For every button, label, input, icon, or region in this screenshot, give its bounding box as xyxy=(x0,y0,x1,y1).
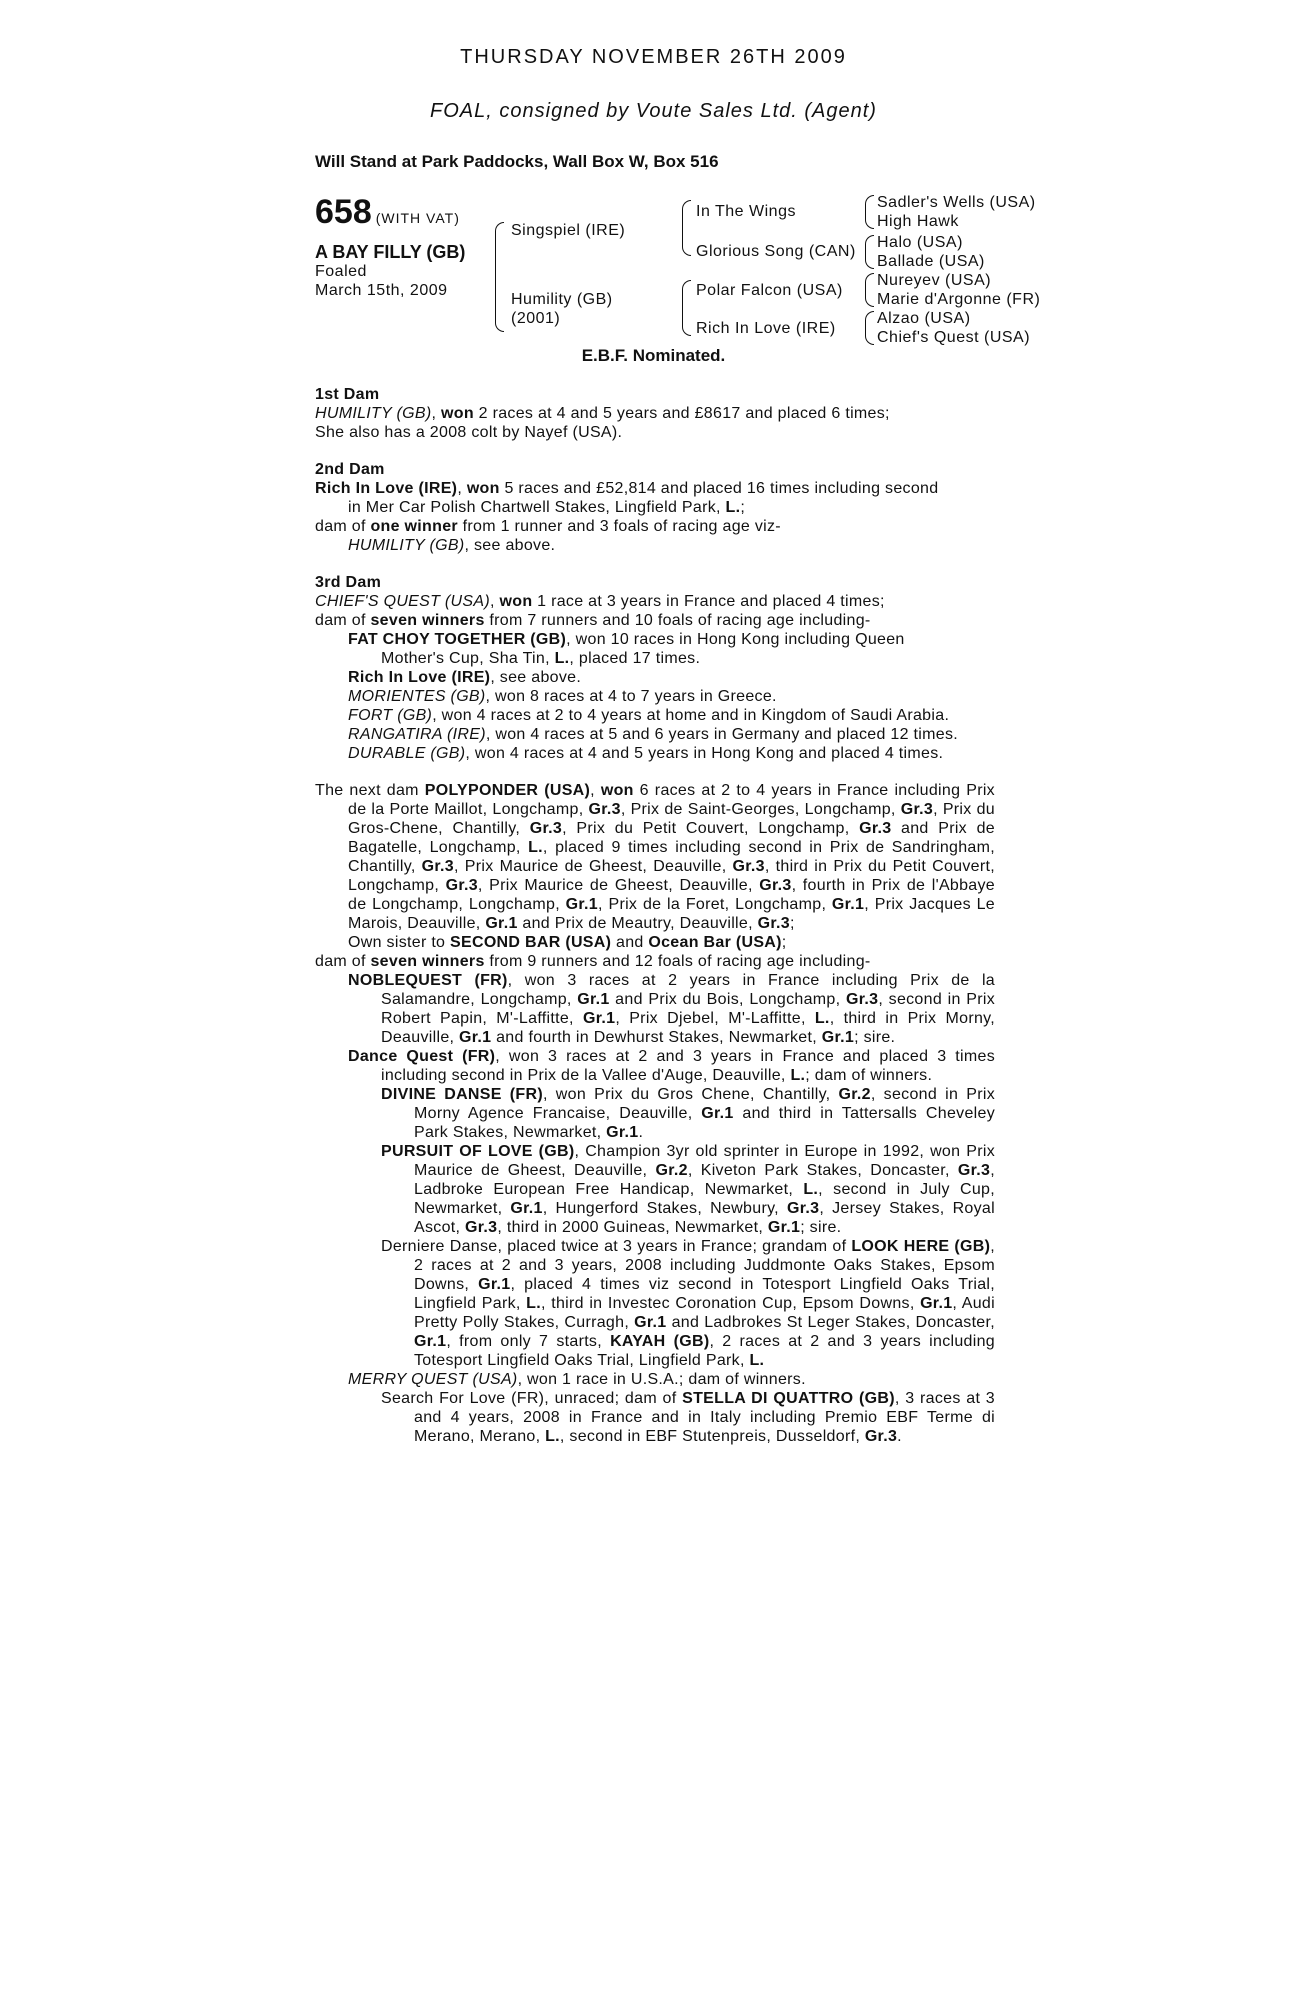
horse-name: Ocean Bar (USA) xyxy=(648,934,782,951)
won-label: won xyxy=(466,480,500,497)
text-span: , from only 7 starts, xyxy=(446,1333,611,1350)
second-dam-heading: 2nd Dam xyxy=(315,461,385,478)
text-span: dam of xyxy=(315,953,371,970)
horse-name: DURABLE (GB) xyxy=(348,745,466,762)
listed-label: L. xyxy=(528,839,543,856)
text-span: , Prix de Saint-Georges, Longchamp, xyxy=(620,801,901,818)
text-span: dam of xyxy=(315,518,371,535)
text-span: , Champion 3yr old sprinter in Europe in 1992, won Prix Maurice de Gheest, Deauville, xyxy=(414,1143,996,1179)
text-span: , third in Prix du Petit Couvert, Longchamp, xyxy=(348,858,995,894)
grade-label: Gr.3 xyxy=(957,1162,991,1179)
text-span: ; dam of winners. xyxy=(805,1067,933,1084)
grade-label: Gr.3 xyxy=(445,877,478,894)
produce-entry xyxy=(315,687,995,706)
foaled-date: March 15th, 2009 xyxy=(315,282,448,299)
text-span: and Prix du Bois, Longchamp, xyxy=(609,991,846,1008)
text-span: , second in July Cup, Newmarket, xyxy=(414,1181,995,1217)
grade-label: Gr.3 xyxy=(588,801,621,818)
horse-name: FAT CHOY TOGETHER (GB) xyxy=(348,631,567,648)
pedigree-gen3-2: High Hawk xyxy=(877,213,959,230)
text-span: The next dam xyxy=(315,782,425,799)
text-span: , Prix du Gros-Chene, Chantilly, xyxy=(348,801,996,837)
pedigree-brace-dam xyxy=(682,280,691,336)
grade-label: Gr.1 xyxy=(920,1295,953,1312)
pedigree-dam-dam: Rich In Love (IRE) xyxy=(696,320,836,337)
grade-label: Gr.3 xyxy=(732,858,765,875)
grade-label: Gr.1 xyxy=(485,915,518,932)
third-dam-name: CHIEF'S QUEST (USA) xyxy=(315,593,490,610)
vat-note: (WITH VAT) xyxy=(375,210,460,226)
text-span: Search For Love (FR), unraced; dam of xyxy=(381,1390,683,1407)
text-span: , third in Investec Coronation Cup, Epsom Downs, xyxy=(540,1295,921,1312)
grade-label: Gr.3 xyxy=(845,991,879,1008)
next-dam-name: POLYPONDER (USA) xyxy=(424,782,591,799)
text-span: and Prix de Meautry, Deauville, xyxy=(517,915,758,932)
text-span: , placed 17 times. xyxy=(569,650,701,667)
second-dam-line: Rich In Love (IRE), won 5 races and £52,814 and placed 16 times including second xyxy=(315,480,939,497)
grade-label: Gr.3 xyxy=(759,877,792,894)
text-span: Mother's Cup, Sha Tin, xyxy=(381,650,555,667)
won-label: won xyxy=(600,782,634,799)
horse-name: RANGATIRA (IRE) xyxy=(348,726,486,743)
grade-label: Gr.1 xyxy=(510,1200,543,1217)
grade-label: Gr.1 xyxy=(634,1314,667,1331)
horse-name: Dance Quest (FR) xyxy=(348,1048,496,1065)
ebf-nomination: E.B.F. Nominated. xyxy=(581,346,726,365)
pedigree-gen3-1: Sadler's Wells (USA) xyxy=(877,194,1036,211)
grade-label: Gr.3 xyxy=(465,1219,498,1236)
stable-location: Will Stand at Park Paddocks, Wall Box W, Box 516 xyxy=(315,152,719,171)
lot-number: 658 xyxy=(315,193,372,231)
pedigree-gen3-8: Chief's Quest (USA) xyxy=(877,329,1031,346)
grade-label: Gr.1 xyxy=(767,1219,801,1236)
horse-name: SECOND BAR (USA) xyxy=(450,934,612,951)
second-dam-line-3 xyxy=(315,517,995,536)
text-span: , won 3 races at 2 years in France including Prix de la Salamandre, Longchamp, xyxy=(381,972,995,1008)
text-span: , 3 races at 3 and 4 years, 2008 in France and in Italy including Premio EBF Terme di Merano, Merano, xyxy=(414,1390,996,1445)
pedigree-brace-main xyxy=(495,222,504,332)
pedigree-gen3-4: Ballade (USA) xyxy=(877,253,985,270)
horse-name: MORIENTES (GB) xyxy=(348,688,486,705)
winners-count: one winner xyxy=(370,518,458,535)
text-span: , 2 races at 2 and 3 years, 2008 including Juddmonte Oaks Stakes, Epsom Downs, xyxy=(414,1238,995,1293)
grade-label: Gr.1 xyxy=(821,1029,855,1046)
grade-label: Gr.1 xyxy=(831,896,865,913)
pedigree-gen3-6: Marie d'Argonne (FR) xyxy=(877,291,1041,308)
text-span: and fourth in Dewhurst Stakes, Newmarket, xyxy=(491,1029,822,1046)
pedigree-brace-g1 xyxy=(865,195,874,229)
text-span: ; xyxy=(781,934,787,951)
pedigree-brace-g3 xyxy=(865,273,874,307)
text-span: , won 1 race in U.S.A.; dam of winners. xyxy=(517,1371,806,1388)
pedigree-brace-sire xyxy=(682,200,691,256)
won-label: won xyxy=(499,593,533,610)
pedigree-gen3-5: Nureyev (USA) xyxy=(877,272,992,289)
produce-entry xyxy=(315,1085,995,1142)
horse-name: HUMILITY (GB) xyxy=(348,537,465,554)
text-span: , placed 4 times viz second in Totesport Lingfield Oaks Trial, Lingfield Park, xyxy=(414,1276,995,1312)
listed-label: L. xyxy=(545,1428,560,1445)
winners-count: seven winners xyxy=(370,953,485,970)
produce-entry xyxy=(315,1047,995,1085)
first-dam-produce: She also has a 2008 colt by Nayef (USA). xyxy=(315,424,623,441)
text-span: and Prix de Bagatelle, Longchamp, xyxy=(348,820,995,856)
consignment-line: FOAL, consigned by Voute Sales Ltd. (Agent) xyxy=(430,100,877,122)
foaled-label: Foaled xyxy=(315,263,367,280)
grade-label: Gr.1 xyxy=(478,1276,511,1293)
grade-label: Gr.1 xyxy=(565,896,599,913)
grade-label: Gr.1 xyxy=(459,1029,492,1046)
second-dam-record: 5 races and £52,814 and placed 16 times including second xyxy=(499,480,939,497)
horse-name: FORT (GB) xyxy=(348,707,433,724)
text-span: and third in Tattersalls Cheveley Park Stakes, Newmarket, xyxy=(414,1105,995,1141)
grade-label: Gr.3 xyxy=(859,820,892,837)
text-span: ; sire. xyxy=(800,1219,842,1236)
third-dam-heading: 3rd Dam xyxy=(315,574,382,591)
second-dam-line-2 xyxy=(315,498,995,517)
horse-name: MERRY QUEST (USA) xyxy=(348,1371,518,1388)
grade-label: Gr.3 xyxy=(529,820,563,837)
text-span: , Prix du Petit Couvert, Longchamp, xyxy=(562,820,860,837)
second-dam-name: Rich In Love (IRE) xyxy=(315,480,458,497)
text-span: , won 10 races in Hong Kong including Queen xyxy=(566,631,905,648)
produce-entry xyxy=(315,971,995,1047)
grade-label: Gr.2 xyxy=(838,1086,871,1103)
listed-label: L. xyxy=(803,1181,819,1198)
pedigree-brace-g4 xyxy=(865,311,874,345)
horse-name: PURSUIT OF LOVE (GB) xyxy=(381,1143,575,1160)
next-dam-paragraph: The next dam POLYPONDER (USA), won 6 races at 2 to 4 years in France including Prix de la Porte Maillot, Longchamp, Gr.3, Prix de Saint-Georges, Longchamp, Gr.3, Prix du Gros-Chene, Chantilly, Gr.3, Prix du Petit Couvert, Longchamp, Gr.3 and Prix de Bagatelle, Longchamp, L., placed 9 times including second in Prix de Sandringham, Chantilly, Gr.3, Prix Maurice de Gheest, Deauville, Gr.3, third in Prix du Petit Couvert, Longchamp, Gr.3, Prix Maurice de Gheest, Deauville, Gr.3, fourth in Prix de l'Abbaye de Longchamp, Longchamp, Gr.1, Prix de la Foret, Longchamp, Gr.1, Prix Jacques Le Marois, Deauville, Gr.1 and Prix de Meautry, Deauville, Gr.3; Own sister to SECOND BAR (USA) and Ocean Bar (USA); xyxy=(315,782,996,951)
text-span: 6 races at 2 to 4 years in France including Prix de la Porte Maillot, Longchamp, xyxy=(348,782,995,818)
text-span: , Jersey Stakes, Royal Ascot, xyxy=(414,1200,995,1236)
second-dam-line-4 xyxy=(315,536,995,555)
text-span: , see above. xyxy=(490,669,582,686)
text-span: , Kiveton Park Stakes, Doncaster, xyxy=(687,1162,958,1179)
text-span: , won 4 races at 5 and 6 years in Germany and placed 12 times. xyxy=(485,726,959,743)
produce-entry xyxy=(315,1237,995,1370)
spacer xyxy=(315,763,995,781)
produce-entry xyxy=(315,706,995,725)
first-dam-heading: 1st Dam xyxy=(315,386,380,403)
listed-label: L. xyxy=(725,499,741,516)
produce-entry xyxy=(315,725,995,744)
foaled-info xyxy=(315,262,448,300)
next-dam-produce-line xyxy=(315,952,995,971)
horse-name: LOOK HERE (GB) xyxy=(851,1238,991,1255)
first-dam-name: HUMILITY (GB) xyxy=(315,405,432,422)
text-span: ; xyxy=(789,915,795,932)
horse-name: NOBLEQUEST (FR) xyxy=(348,972,508,989)
grade-label: Gr.1 xyxy=(701,1105,734,1122)
text-span: , Prix Djebel, M'-Laffitte, xyxy=(615,1010,815,1027)
grade-label: Gr.3 xyxy=(786,1200,820,1217)
pedigree-sire-sire: In The Wings xyxy=(696,203,796,220)
text-span: , fourth in Prix de l'Abbaye de Longchamp, Longchamp, xyxy=(348,877,996,913)
text-span: , Ladbroke European Free Handicap, Newmarket, xyxy=(414,1162,995,1198)
text-span: , see above. xyxy=(464,537,556,554)
listed-label: L. xyxy=(749,1352,765,1369)
text-span: , third in 2000 Guineas, Newmarket, xyxy=(497,1219,768,1236)
text-span: , won Prix du Gros Chene, Chantilly, xyxy=(542,1086,839,1103)
text-span: , Hungerford Stakes, Newbury, xyxy=(542,1200,787,1217)
listed-label: L. xyxy=(814,1010,830,1027)
produce-entry xyxy=(315,1389,995,1446)
lot-number-block xyxy=(315,193,460,232)
third-dam-line-2 xyxy=(315,611,995,630)
produce-entry xyxy=(315,668,995,687)
text-span: Own sister to xyxy=(348,934,451,951)
grade-label: Gr.3 xyxy=(757,915,790,932)
sale-date: THURSDAY NOVEMBER 26TH 2009 xyxy=(460,46,847,68)
pedigree-dam: Humility (GB) xyxy=(511,291,613,308)
listed-label: L. xyxy=(554,650,570,667)
produce-entry xyxy=(315,630,995,649)
pedigree-dam-year: (2001) xyxy=(511,310,561,327)
horse-name: Rich In Love (IRE) xyxy=(348,669,491,686)
grade-label: Gr.1 xyxy=(414,1333,447,1350)
pedigree-sire-dam: Glorious Song (CAN) xyxy=(696,243,856,260)
text-span: , Audi Pretty Polly Stakes, Curragh, xyxy=(414,1295,995,1331)
pedigree-dam-sire: Polar Falcon (USA) xyxy=(696,282,843,299)
horse-name: KAYAH (GB) xyxy=(610,1333,710,1350)
text-span: , 2 races at 2 and 3 years including Totesport Lingfield Oaks Trial, Lingfield Park, xyxy=(414,1333,995,1369)
text-span: . xyxy=(897,1428,902,1445)
produce-entry-cont xyxy=(315,649,995,668)
text-span: , second in Prix Robert Papin, M'-Laffitte, xyxy=(381,991,996,1027)
produce-entry xyxy=(315,1142,995,1237)
horse-name: STELLA DI QUATTRO (GB) xyxy=(682,1390,895,1407)
listed-label: L. xyxy=(790,1067,806,1084)
text-span: and xyxy=(611,934,649,951)
pedigree-gen3-3: Halo (USA) xyxy=(877,234,963,251)
grade-label: Gr.3 xyxy=(900,801,934,818)
horse-name: DIVINE DANSE (FR) xyxy=(381,1086,543,1103)
pedigree-gen3-7: Alzao (USA) xyxy=(877,310,971,327)
winners-count: seven winners xyxy=(370,612,485,629)
text-span: , third in Prix Morny, Deauville, xyxy=(381,1010,996,1046)
text-span: , Prix Maurice de Gheest, Deauville, xyxy=(477,877,760,894)
catalogue-body xyxy=(315,385,995,1446)
grade-label: Gr.3 xyxy=(421,858,454,875)
text-span: ; xyxy=(740,499,746,516)
text-span: , Prix Maurice de Gheest, Deauville, xyxy=(454,858,733,875)
text-span: , Prix Jacques Le Marois, Deauville, xyxy=(348,896,996,932)
text-span: , second in EBF Stutenpreis, Dusseldorf, xyxy=(559,1428,865,1445)
first-dam-line: HUMILITY (GB), won 2 races at 4 and 5 years and £8617 and placed 6 times; xyxy=(315,405,890,422)
text-span: dam of xyxy=(315,612,371,629)
third-dam-line: CHIEF'S QUEST (USA), won 1 race at 3 years in France and placed 4 times; xyxy=(315,593,885,610)
pedigree-sire: Singspiel (IRE) xyxy=(511,222,626,239)
text-span: from 9 runners and 12 foals of racing age including- xyxy=(484,953,871,970)
text-span: , Prix de la Foret, Longchamp, xyxy=(598,896,832,913)
grade-label: Gr.3 xyxy=(864,1428,898,1445)
text-span: , second in Prix Morny Agence Francaise, Deauville, xyxy=(414,1086,996,1122)
grade-label: Gr.1 xyxy=(577,991,610,1008)
text-span: , won 4 races at 2 to 4 years at home and in Kingdom of Saudi Arabia. xyxy=(432,707,950,724)
text-span: , won 4 races at 4 and 5 years in Hong Kong and placed 4 times. xyxy=(465,745,944,762)
text-span: . xyxy=(638,1124,644,1141)
text-span: in Mer Car Polish Chartwell Stakes, Lingfield Park, xyxy=(348,499,726,516)
listed-label: L. xyxy=(526,1295,541,1312)
text-span: 1 race at 3 years in France and placed 4 times; xyxy=(532,593,885,610)
text-span: , won 3 races at 2 and 3 years in France and placed 3 times including second in Prix de la Vallee d'Auge, Deauville, xyxy=(381,1048,995,1084)
pedigree-brace-g2 xyxy=(865,235,874,269)
produce-entry xyxy=(315,744,995,763)
text-span: , placed 9 times including second in Prix de Sandringham, Chantilly, xyxy=(348,839,996,875)
text-span: , won 8 races at 4 to 7 years in Greece. xyxy=(485,688,777,705)
grade-label: Gr.1 xyxy=(582,1010,616,1027)
won-label: won xyxy=(441,405,474,422)
grade-label: Gr.1 xyxy=(606,1124,639,1141)
text-span: ; sire. xyxy=(854,1029,896,1046)
text-span: from 7 runners and 10 foals of racing age including- xyxy=(484,612,871,629)
grade-label: Gr.2 xyxy=(655,1162,688,1179)
text-span: Derniere Danse, placed twice at 3 years in France; grandam of xyxy=(381,1238,852,1255)
produce-entry xyxy=(315,1370,995,1389)
text-span: from 1 runner and 3 foals of racing age viz- xyxy=(457,518,781,535)
text-span: and Ladbrokes St Leger Stakes, Doncaster, xyxy=(666,1314,995,1331)
lot-description: A BAY FILLY (GB) xyxy=(315,242,466,262)
first-dam-record: 2 races at 4 and 5 years and £8617 and placed 6 times; xyxy=(473,405,890,422)
